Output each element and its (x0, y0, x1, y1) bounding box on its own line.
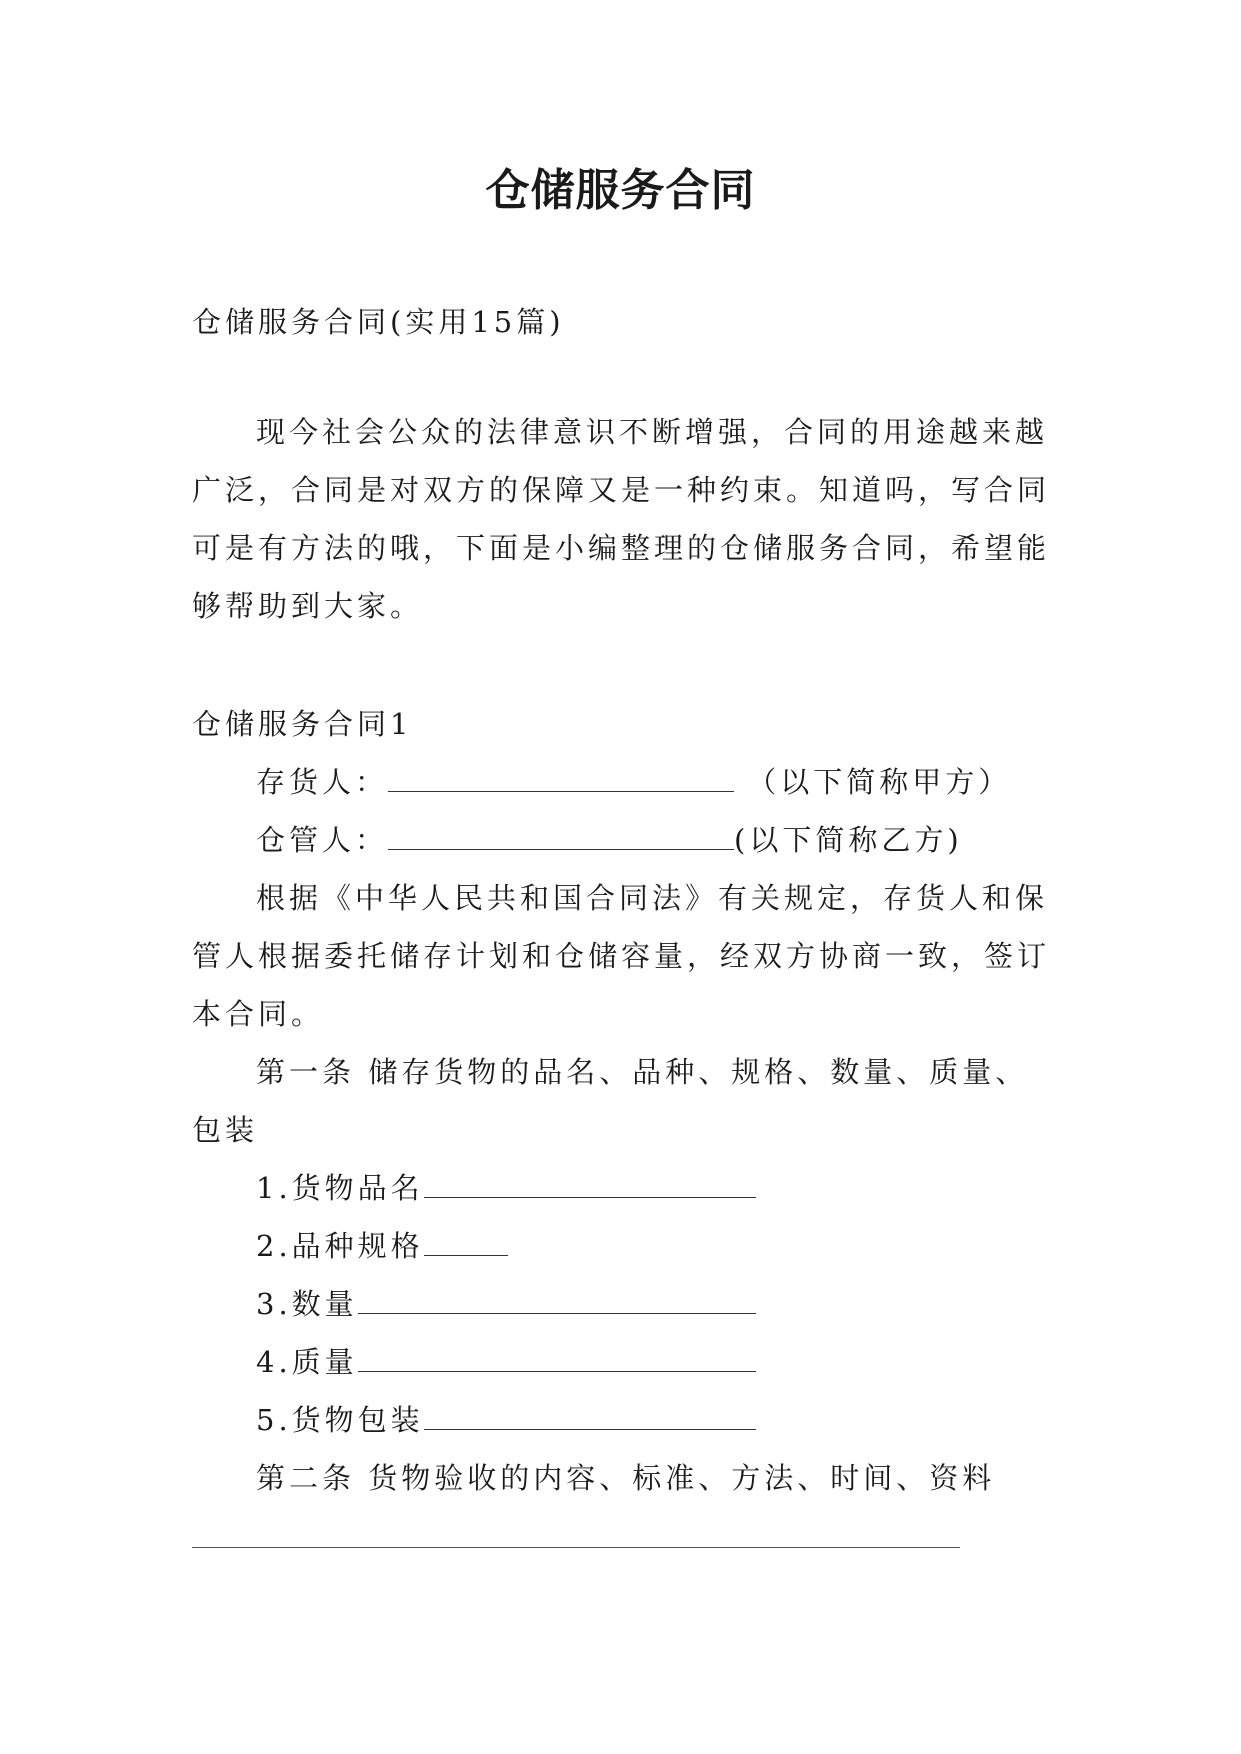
party-a-note: （以下简称甲方） (747, 765, 1012, 799)
item-product-name (256, 1166, 756, 1207)
document-subtitle: 仓储服务合同(实用15篇) (192, 305, 565, 339)
item-quantity (256, 1282, 756, 1323)
item-blank (424, 1193, 756, 1198)
intro-line-2: 广泛，合同是对双方的保障又是一种约束。知道吗，写合同 (192, 473, 1051, 507)
item-label: 5.货物包装 (256, 1403, 424, 1437)
item-variety-spec (256, 1224, 508, 1265)
item-blank (424, 1251, 508, 1256)
article-2-line: 第二条 货物验收的内容、标准、方法、时间、资料 (256, 1461, 996, 1495)
item-blank (424, 1425, 756, 1430)
party-a-blank (388, 787, 734, 792)
item-quality (256, 1340, 756, 1381)
party-a-line (256, 760, 1011, 801)
item-label: 4.质量 (256, 1345, 358, 1379)
item-blank (358, 1309, 756, 1314)
intro-line-4: 够帮助到大家。 (192, 589, 424, 623)
item-packaging (256, 1398, 756, 1439)
party-b-note: (以下简称乙方) (734, 823, 963, 857)
document-title: 仓储服务合同 (485, 165, 756, 216)
item-label: 1.货物品名 (256, 1171, 424, 1205)
article-1-line-2: 包装 (192, 1113, 259, 1147)
preamble-line-2: 管人根据委托储存计划和仓储容量，经双方协商一致，签订 (192, 939, 1051, 973)
party-a-label: 存货人： (256, 765, 389, 799)
article-1-line-1: 第一条 储存货物的品名、品种、规格、数量、质量、 (256, 1055, 1029, 1089)
party-b-line (256, 818, 963, 859)
section-heading: 仓储服务合同1 (192, 707, 413, 741)
preamble-line-1: 根据《中华人民共和国合同法》有关规定，存货人和保 (256, 881, 1049, 915)
item-blank (358, 1367, 756, 1372)
item-label: 3.数量 (256, 1287, 358, 1321)
intro-line-3: 可是有方法的哦，下面是小编整理的仓储服务合同，希望能 (192, 531, 1051, 565)
page-divider (192, 1547, 960, 1548)
preamble-line-3: 本合同。 (192, 997, 325, 1031)
party-b-blank (388, 845, 734, 850)
intro-line-1: 现今社会公众的法律意识不断增强，合同的用途越来越 (256, 415, 1049, 449)
party-b-label: 仓管人： (256, 823, 389, 857)
item-label: 2.品种规格 (256, 1229, 424, 1263)
